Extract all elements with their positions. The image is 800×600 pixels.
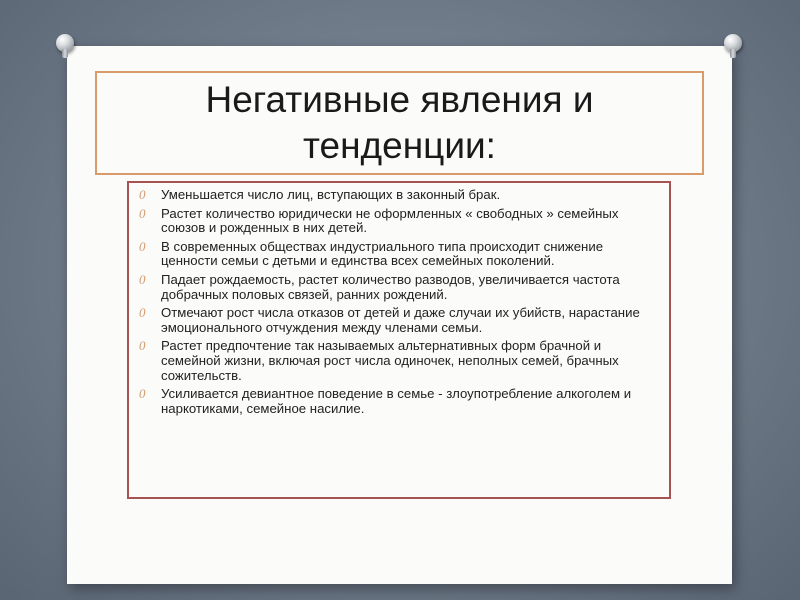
bullet-marker-icon: 0: [139, 386, 146, 402]
list-item-text: В современных обществах индустриального типа происходит снижение ценности семьи с детьми и единства всех семейных поколений.: [161, 238, 604, 269]
list-item: [139, 188, 659, 203]
list-item: [139, 387, 659, 416]
bullet-marker-icon: 0: [139, 205, 146, 221]
bullet-list: [139, 188, 659, 416]
list-item-text: Растет предпочтение так называемых альтернативных форм брачной и семейной жизни, включая рост числа одиночек, неполных семей, брачных сожительств.: [161, 338, 619, 383]
list-item: [139, 273, 659, 302]
bullet-marker-icon: 0: [139, 338, 146, 354]
bullet-marker-icon: 0: [139, 305, 146, 321]
title-line-2: тенденции:: [303, 125, 496, 166]
bullet-marker-icon: 0: [139, 271, 146, 287]
pushpin-icon: [56, 34, 74, 52]
list-item: [139, 306, 659, 335]
title-line-1: Негативные явления и: [205, 79, 594, 120]
list-item: [139, 240, 659, 269]
list-item-text: Падает рождаемость, растет количество разводов, увеличивается частота добрачных половых связей, ранних рождений.: [161, 271, 620, 302]
list-item-text: Растет количество юридически не оформленных « свободных » семейных союзов и рожденных в них детей.: [161, 205, 619, 236]
slide-title: [95, 71, 704, 175]
list-item: [139, 339, 659, 383]
list-item-text: Уменьшается число лиц, вступающих в законный брак.: [161, 187, 501, 202]
list-item: [139, 207, 659, 236]
bullet-marker-icon: 0: [139, 187, 146, 202]
bullet-marker-icon: 0: [139, 238, 146, 254]
pushpin-icon: [724, 34, 742, 52]
list-item-text: Усиливается девиантное поведение в семье - злоупотребление алкоголем и наркотиками, семейное насилие.: [161, 386, 632, 416]
content-panel: [127, 181, 671, 499]
list-item-text: Отмечают рост числа отказов от детей и даже случаи их убийств, нарастание эмоционального отчуждения между членами семьи.: [161, 305, 640, 335]
